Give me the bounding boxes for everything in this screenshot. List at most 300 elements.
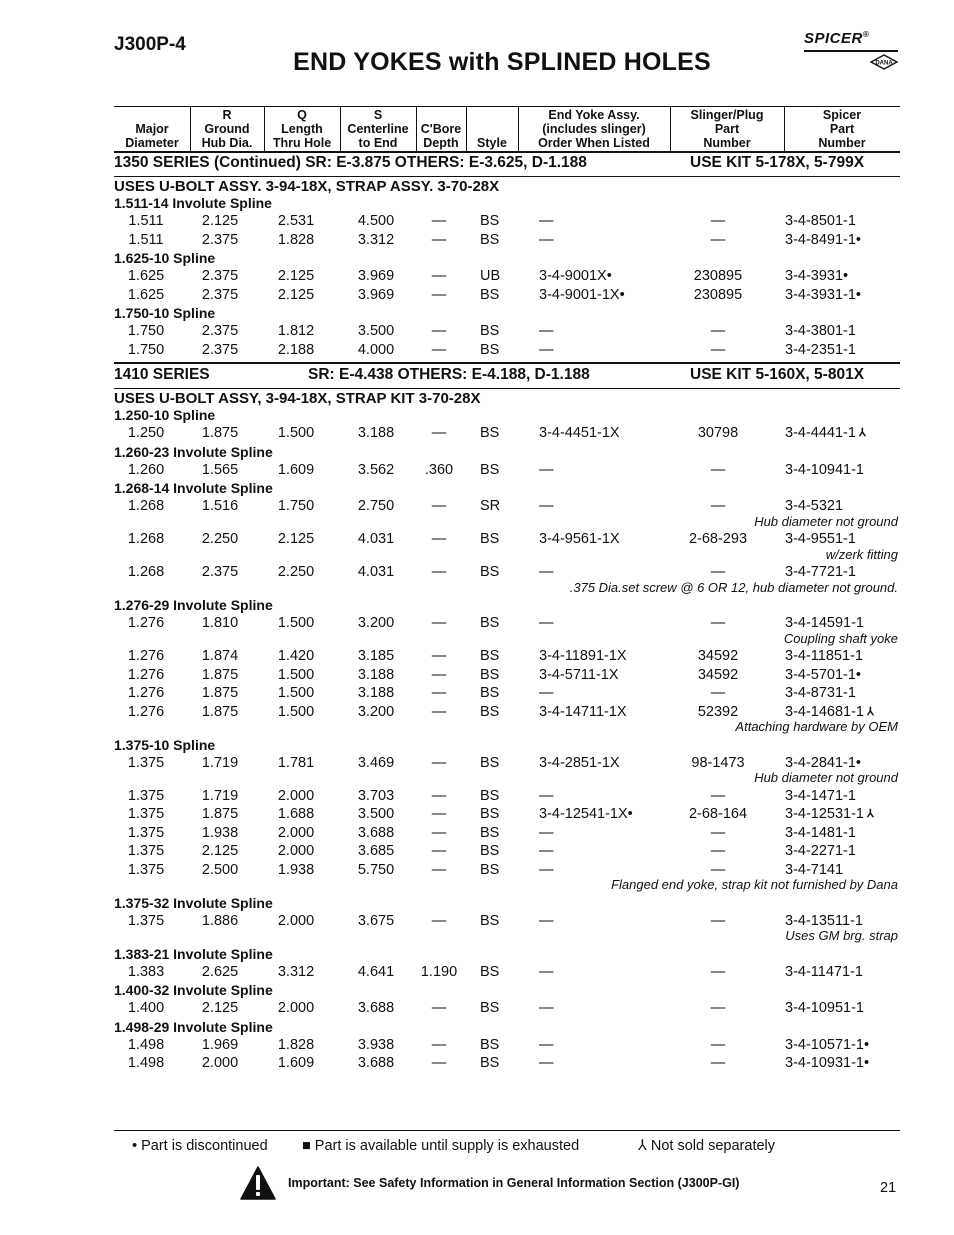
hub-diameter: 2.375 [201, 341, 239, 358]
style: BS [480, 685, 500, 701]
spline-group-title: 1.625-10 Spline [114, 250, 216, 266]
major-diameter: 1.625 [127, 268, 165, 284]
style: BS [480, 531, 500, 547]
slinger-number: — [710, 1000, 726, 1016]
assembly-number: 3-4-4451-1X [539, 425, 620, 441]
cbore-depth: — [431, 861, 447, 878]
hub-diameter: 2.500 [201, 861, 239, 878]
major-diameter: 1.625 [127, 286, 165, 303]
assembly-number: — [539, 564, 554, 580]
assembly-number: 3-4-14711-1X [539, 703, 627, 720]
spline-group-title: 1.260-23 Involute Spline [114, 443, 273, 460]
slinger-number: 52392 [697, 703, 739, 720]
column-header-q [264, 106, 340, 151]
column-divider [466, 106, 467, 151]
spicer-part-number: 3-4-11471-1 [785, 963, 863, 980]
major-diameter: 1.276 [127, 648, 165, 664]
thru-hole-length: 2.000 [277, 1000, 315, 1016]
hub-diameter: 1.969 [201, 1036, 239, 1053]
warning-icon [240, 1166, 276, 1200]
centerline-to-end: 3.938 [357, 1036, 395, 1053]
major-diameter: 1.511 [128, 213, 164, 229]
centerline-to-end: 3.685 [357, 843, 395, 859]
parts-table [114, 106, 900, 1106]
thru-hole-length: 2.000 [277, 843, 315, 859]
major-diameter: 1.375 [127, 754, 165, 771]
cbore-depth: — [431, 843, 447, 859]
series-rule [114, 388, 900, 389]
cbore-depth: — [431, 268, 447, 284]
thru-hole-length: 1.500 [277, 666, 315, 683]
assembly-number: — [539, 461, 554, 478]
spicer-part-number: 3-4-7721-1 [785, 564, 856, 580]
column-header-style [466, 106, 518, 151]
hub-diameter: 1.874 [201, 648, 239, 664]
spline-group-title: 1.511-14 Involute Spline [114, 195, 272, 211]
thru-hole-length: 2.250 [277, 564, 315, 580]
spicer-part-number: 3-4-1481-1 [785, 824, 856, 841]
slinger-number: 230895 [693, 286, 743, 303]
centerline-to-end: 5.750 [357, 861, 395, 878]
hub-diameter: 2.625 [201, 963, 239, 980]
thru-hole-length: 2.000 [277, 787, 315, 804]
centerline-to-end: 3.703 [357, 787, 395, 804]
header-bottom-rule [114, 151, 900, 153]
assembly-number: — [539, 912, 554, 929]
slinger-number: — [710, 1036, 726, 1053]
centerline-to-end: 3.188 [357, 685, 395, 701]
thru-hole-length: 1.500 [277, 615, 315, 631]
style: BS [480, 806, 500, 822]
cbore-depth: — [431, 824, 447, 841]
thru-hole-length: 1.500 [277, 703, 315, 720]
cbore-depth: — [431, 564, 447, 580]
hub-diameter: 1.938 [201, 824, 239, 841]
style: BS [480, 703, 500, 720]
centerline-to-end: 3.675 [357, 912, 395, 929]
hub-diameter: 1.875 [201, 703, 239, 720]
row-note: .375 Dia.set screw @ 6 OR 12, hub diameter not ground. [569, 579, 898, 595]
style: BS [480, 323, 500, 339]
section-divider-rule [114, 362, 900, 364]
centerline-to-end: 4.000 [357, 341, 395, 358]
assembly-number: — [539, 963, 554, 980]
style: BS [480, 787, 500, 804]
row-note: Hub diameter not ground [754, 770, 898, 785]
style: BS [480, 286, 500, 303]
column-divider [518, 106, 519, 151]
assembly-number: 3-4-12541-1X• [539, 806, 633, 822]
cbore-depth: — [431, 1000, 447, 1016]
slinger-number: — [710, 912, 726, 929]
legend-discontinued: • Part is discontinued [132, 1138, 268, 1154]
hub-diameter: 1.719 [201, 787, 239, 804]
slinger-number: — [710, 843, 726, 859]
slinger-number: — [710, 231, 726, 248]
not-sold-separately-flag: ⅄ [864, 705, 874, 718]
spicer-part-number: 3-4-2841-1• [785, 754, 862, 771]
major-diameter: 1.750 [127, 341, 165, 358]
column-header-spicer [784, 106, 900, 151]
assembly-number: — [539, 1000, 554, 1016]
hub-diameter: 1.875 [201, 685, 239, 701]
slinger-number: 34592 [697, 648, 739, 664]
cbore-depth: — [431, 754, 447, 771]
spline-group-title: 1.250-10 Spline [114, 407, 216, 423]
hub-diameter: 1.810 [201, 615, 239, 631]
major-diameter: 1.375 [127, 806, 165, 822]
thru-hole-length: 2.188 [277, 341, 315, 358]
thru-hole-length: 3.312 [277, 963, 315, 980]
thru-hole-length: 1.828 [277, 1036, 315, 1053]
spicer-part-number: 3-4-3931-1• [785, 286, 862, 303]
spicer-part-number: 3-4-14591-1 [785, 615, 864, 631]
column-header-line: Diameter [125, 136, 179, 150]
slinger-number: — [710, 685, 726, 701]
major-diameter: 1.276 [127, 703, 165, 720]
column-header-line: Centerline [347, 122, 409, 136]
hub-diameter: 1.875 [201, 806, 239, 822]
spicer-part-number: 3-4-3801-1 [785, 323, 856, 339]
column-header-assy [518, 106, 670, 151]
slinger-number: — [710, 461, 726, 478]
centerline-to-end: 3.688 [357, 1055, 395, 1071]
style: SR [480, 498, 501, 514]
column-divider [670, 106, 671, 151]
cbore-depth: — [431, 498, 447, 514]
series-rule [114, 176, 900, 177]
column-divider [416, 106, 417, 151]
column-divider [340, 106, 341, 151]
spicer-part-number: 3-4-8501-1 [785, 213, 856, 229]
spicer-part-number: 3-4-2351-1 [785, 341, 856, 358]
centerline-to-end: 3.500 [357, 806, 395, 822]
spicer-part-number: 3-4-10941-1 [785, 461, 864, 478]
assembly-number: 3-4-9561-1X [539, 531, 620, 547]
thru-hole-length: 1.812 [277, 323, 315, 339]
hub-diameter: 2.375 [201, 564, 239, 580]
style: BS [480, 963, 500, 980]
centerline-to-end: 3.969 [357, 268, 395, 284]
hub-diameter: 1.875 [201, 666, 239, 683]
column-header-r [190, 106, 264, 151]
legend-limited-supply: ■ Part is available until supply is exhausted [302, 1138, 580, 1154]
style: BS [480, 912, 500, 929]
column-header-line: Part [829, 122, 855, 136]
spicer-part-number: 3-4-5321 [785, 498, 844, 514]
cbore-depth: — [431, 341, 447, 358]
cbore-depth: — [431, 666, 447, 683]
assembly-number: 3-4-2851-1X [539, 754, 620, 771]
cbore-depth: — [431, 703, 447, 720]
hub-diameter: 1.516 [201, 498, 239, 514]
spicer-part-number: 3-4-8491-1• [785, 231, 862, 248]
cbore-depth: — [431, 213, 447, 229]
spline-group-title: 1.268-14 Involute Spline [114, 480, 273, 496]
slinger-number: 30798 [697, 425, 739, 441]
thru-hole-length: 1.828 [277, 231, 315, 248]
slinger-number: — [710, 861, 726, 878]
thru-hole-length: 2.000 [277, 912, 315, 929]
row-note: Flanged end yoke, strap kit not furnished by Dana [611, 877, 898, 892]
centerline-to-end: 4.641 [357, 963, 395, 980]
thru-hole-length: 2.125 [277, 286, 315, 303]
legend-not-sold-separately: ⅄ Not sold separately [638, 1138, 776, 1154]
centerline-to-end: 4.031 [357, 531, 395, 547]
style: BS [480, 648, 500, 664]
spline-group-title: 1.750-10 Spline [114, 305, 216, 321]
column-header-line: Style [477, 136, 507, 150]
hub-diameter: 2.000 [201, 1055, 239, 1071]
major-diameter: 1.260 [127, 461, 165, 478]
uses-line: USES U-BOLT ASSY. 3-94-18X, STRAP ASSY. 3-70-28X [114, 178, 500, 195]
spicer-part-number: 3-4-1471-1 [785, 787, 856, 804]
spicer-part-number: 3-4-10951-1 [785, 1000, 864, 1016]
spicer-part-number: 3-4-5701-1• [785, 666, 862, 683]
row-note: w/zerk fitting [825, 546, 898, 562]
major-diameter: 1.400 [127, 1000, 165, 1016]
style: UB [480, 268, 501, 284]
assembly-number: — [539, 341, 554, 358]
centerline-to-end: 3.188 [357, 666, 395, 683]
major-diameter: 1.276 [127, 615, 165, 631]
spicer-part-number: 3-4-14681-1 ⅄ [785, 703, 874, 720]
column-header-line: Hub Dia. [201, 136, 253, 150]
major-diameter: 1.375 [127, 787, 165, 804]
thru-hole-length: 1.688 [277, 806, 315, 822]
series-heading: 1410 SERIES [114, 366, 210, 383]
column-header-line: Major [135, 122, 169, 136]
style: BS [480, 1000, 500, 1016]
legend [114, 1130, 900, 1162]
spline-group-title: 1.498-29 Involute Spline [114, 1018, 273, 1035]
centerline-to-end: 3.500 [357, 323, 395, 339]
column-divider [264, 106, 265, 151]
thru-hole-length: 1.938 [277, 861, 315, 878]
thru-hole-length: 1.609 [277, 461, 315, 478]
assembly-number: 3-4-9001-1X• [539, 286, 625, 303]
centerline-to-end: 3.185 [357, 648, 395, 664]
spicer-part-number: 3-4-8731-1 [785, 685, 856, 701]
column-header-line: Thru Hole [272, 136, 332, 150]
not-sold-separately-flag: ⅄ [855, 427, 866, 439]
assembly-number: 3-4-9001X• [539, 268, 612, 284]
cbore-depth: — [431, 912, 447, 929]
column-header-line: Number [818, 136, 866, 150]
column-header-line: Depth [423, 136, 459, 150]
thru-hole-length: 2.000 [277, 824, 315, 841]
page-title: END YOKES with SPLINED HOLES [293, 48, 711, 76]
column-header-s [340, 106, 416, 151]
row-note: Hub diameter not ground [754, 513, 898, 529]
slinger-number: — [710, 564, 726, 580]
cbore-depth: — [431, 685, 447, 701]
style: BS [480, 341, 500, 358]
cbore-depth: — [431, 286, 447, 303]
column-header-line: C'Bore [420, 122, 462, 136]
column-header-line: Spicer [822, 108, 862, 122]
safety-notice: Important: See Safety Information in General Information Section (J300P-GI) [288, 1176, 740, 1190]
slinger-number: — [710, 787, 726, 804]
column-header-line: End Yoke Assy. [548, 108, 640, 122]
assembly-number: — [539, 615, 554, 631]
major-diameter: 1.511 [128, 231, 164, 248]
cbore-depth: — [431, 425, 447, 441]
hub-diameter: 1.886 [201, 912, 239, 929]
hub-diameter: 1.875 [201, 425, 239, 441]
major-diameter: 1.268 [127, 564, 165, 580]
centerline-to-end: 3.200 [357, 615, 395, 631]
style: BS [480, 754, 500, 771]
major-diameter: 1.276 [127, 685, 165, 701]
slinger-number: — [710, 615, 726, 631]
thru-hole-length: 1.500 [277, 425, 315, 441]
centerline-to-end: 3.688 [357, 1000, 395, 1016]
series-kit: USE KIT 5-160X, 5-801X [690, 366, 865, 383]
slinger-number: 34592 [697, 666, 739, 683]
spicer-part-number: 3-4-2271-1 [785, 843, 856, 859]
column-header-major [114, 106, 190, 151]
assembly-number: — [539, 498, 554, 514]
slinger-number: 2-68-164 [688, 806, 748, 822]
hub-diameter: 2.125 [201, 213, 239, 229]
centerline-to-end: 3.562 [357, 461, 395, 478]
slinger-number: 230895 [693, 268, 743, 284]
major-diameter: 1.498 [127, 1055, 165, 1071]
style: BS [480, 861, 500, 878]
style: BS [480, 824, 500, 841]
assembly-number: — [539, 1036, 554, 1053]
assembly-number: 3-4-11891-1X [539, 648, 627, 664]
major-diameter: 1.375 [127, 861, 165, 878]
assembly-number: 3-4-5711-1X [539, 666, 619, 683]
thru-hole-length: 1.750 [277, 498, 315, 514]
hub-diameter: 2.375 [201, 323, 239, 339]
hub-diameter: 2.125 [201, 843, 239, 859]
major-diameter: 1.268 [127, 531, 165, 547]
style: BS [480, 615, 500, 631]
centerline-to-end: 3.469 [357, 754, 395, 771]
slinger-number: — [710, 963, 726, 980]
assembly-number: — [539, 213, 554, 229]
cbore-depth: — [431, 1055, 447, 1071]
thru-hole-length: 2.531 [277, 213, 315, 229]
centerline-to-end: 3.200 [357, 703, 395, 720]
thru-hole-length: 2.125 [277, 268, 315, 284]
page-number: 21 [880, 1180, 897, 1196]
column-header-line: Ground [204, 122, 250, 136]
spline-group-title: 1.276-29 Involute Spline [114, 597, 273, 613]
hub-diameter: 2.375 [201, 231, 239, 248]
spline-group-title: 1.383-21 Involute Spline [114, 945, 273, 962]
spicer-part-number: 3-4-10931-1• [785, 1055, 870, 1071]
column-header-line: Order When Listed [538, 136, 650, 150]
column-header-line: Q [297, 108, 307, 122]
assembly-number: — [539, 323, 554, 339]
slinger-number: — [710, 824, 726, 841]
centerline-to-end: 2.750 [357, 498, 395, 514]
not-sold-separately-flag: ⅄ [864, 808, 874, 820]
spicer-part-number: 3-4-9551-1 [785, 531, 856, 547]
slinger-number: — [710, 1055, 726, 1071]
cbore-depth: — [431, 323, 447, 339]
spicer-part-number: 3-4-10571-1• [785, 1036, 870, 1053]
uses-line: USES U-BOLT ASSY, 3-94-18X, STRAP KIT 3-70-28X [114, 390, 481, 407]
row-note: Coupling shaft yoke [783, 630, 898, 646]
assembly-number: — [539, 824, 554, 841]
centerline-to-end: 3.312 [357, 231, 395, 248]
style: BS [480, 213, 500, 229]
column-header-line: (includes slinger) [542, 122, 646, 136]
column-divider [190, 106, 191, 151]
style: BS [480, 461, 500, 478]
column-divider [784, 106, 785, 151]
spline-group-title: 1.375-32 Involute Spline [114, 894, 273, 911]
style: BS [480, 564, 500, 580]
slinger-number: — [710, 213, 726, 229]
centerline-to-end: 3.188 [357, 425, 395, 441]
cbore-depth: — [431, 1036, 447, 1053]
row-note: Attaching hardware by OEM [735, 719, 898, 734]
spicer-part-number: 3-4-13511-1 [785, 912, 863, 929]
hub-diameter: 2.375 [201, 286, 239, 303]
row-note: Uses GM brg. strap [785, 928, 898, 943]
major-diameter: 1.276 [127, 666, 165, 683]
major-diameter: 1.375 [127, 843, 165, 859]
major-diameter: 1.375 [127, 824, 165, 841]
thru-hole-length: 1.500 [277, 685, 315, 701]
thru-hole-length: 1.781 [277, 754, 315, 771]
spicer-part-number: 3-4-4441-1 ⅄ [785, 425, 866, 441]
column-header-line: Slinger/Plug [690, 108, 764, 122]
major-diameter: 1.383 [127, 963, 165, 980]
hub-diameter: 2.375 [201, 268, 239, 284]
spicer-part-number: 3-4-7141 [785, 861, 844, 878]
style: BS [480, 231, 500, 248]
svg-text:DANA: DANA [875, 60, 893, 67]
slinger-number: 2-68-293 [688, 531, 748, 547]
assembly-number: — [539, 843, 554, 859]
cbore-depth: — [431, 615, 447, 631]
assembly-number: — [539, 787, 554, 804]
column-header-line: S [373, 108, 383, 122]
spicer-part-number: 3-4-11851-1 [785, 648, 863, 664]
spline-group-title: 1.375-10 Spline [114, 736, 216, 753]
centerline-to-end: 4.031 [357, 564, 395, 580]
series-heading-spec: SR: E-4.438 OTHERS: E-4.188, D-1.188 [308, 366, 590, 383]
thru-hole-length: 2.125 [277, 531, 315, 547]
cbore-depth: — [431, 787, 447, 804]
thru-hole-length: 1.420 [277, 648, 315, 664]
spicer-part-number: 3-4-12531-1 ⅄ [785, 806, 874, 822]
column-header-line: R [222, 108, 232, 122]
column-header-cbore [416, 106, 466, 151]
hub-diameter: 2.125 [201, 1000, 239, 1016]
style: BS [480, 666, 500, 683]
style: BS [480, 1055, 500, 1071]
cbore-depth: — [431, 231, 447, 248]
cbore-depth: — [431, 531, 447, 547]
slinger-number: — [710, 498, 726, 514]
assembly-number: — [539, 231, 554, 248]
hub-diameter: 2.250 [201, 531, 239, 547]
column-header-slinger [670, 106, 784, 151]
series-kit: USE KIT 5-178X, 5-799X [690, 154, 865, 171]
hub-diameter: 1.565 [201, 461, 239, 478]
major-diameter: 1.375 [127, 912, 165, 929]
spline-group-title: 1.400-32 Involute Spline [114, 982, 273, 998]
major-diameter: 1.750 [127, 323, 165, 339]
